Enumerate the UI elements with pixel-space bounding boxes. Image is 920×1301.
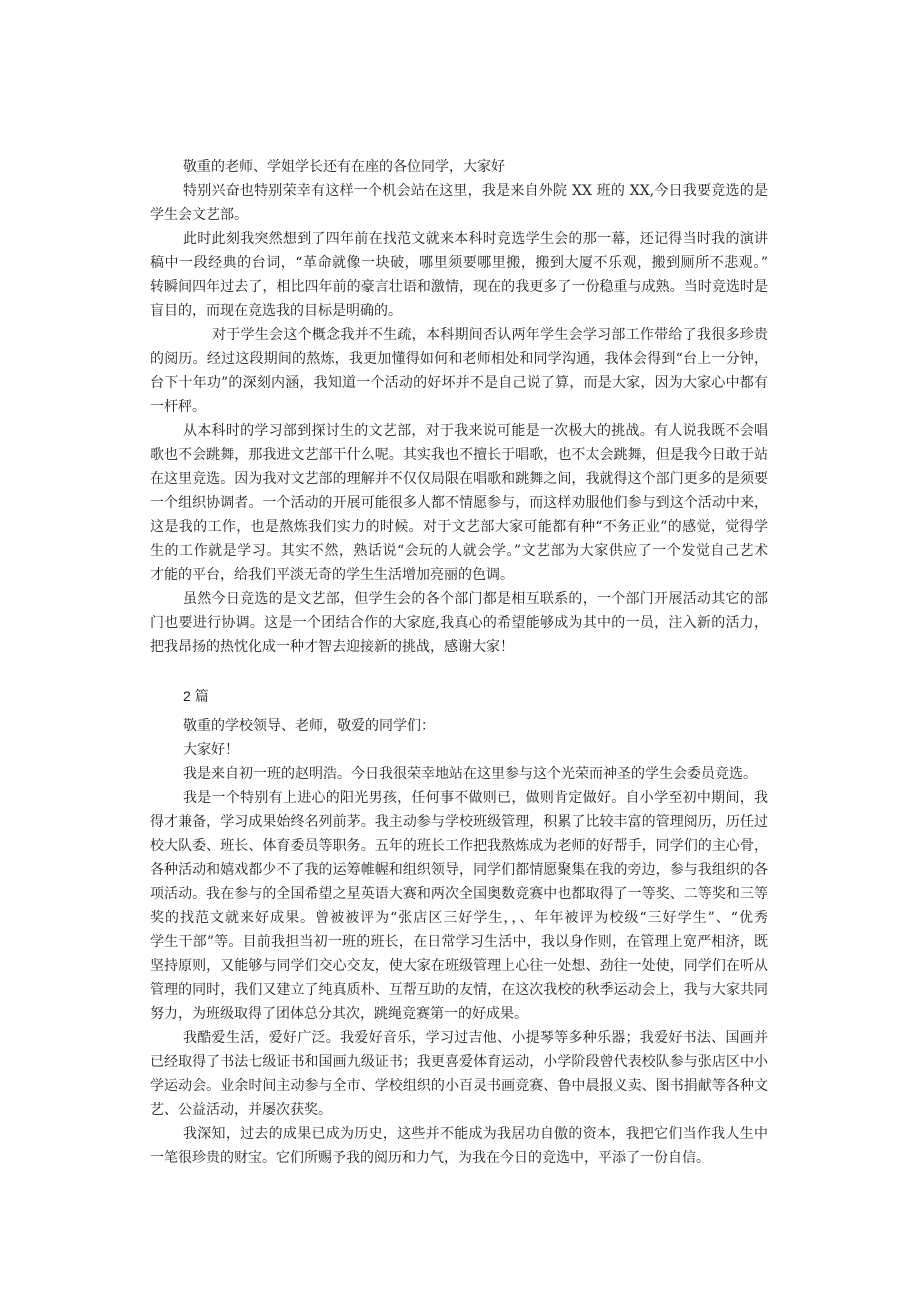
text-line: 大家好！ [183,742,239,758]
paragraph [150,587,768,659]
text-line: 项活动。我在参与的全国希望之星英语大赛和两次全国奥数竞赛中也都取得了一等奖、二等奖和三等 [150,886,768,902]
text-line: 对于学生会这个概念我并不生疏，本科期间否认两年学生会学习部工作带给了我很多珍贵 [212,327,768,343]
text-line: 奖的找范文就来好成果。曾被被评为“张店区三好学生，，、年年被评为校级“三好学生”、“优秀 [150,910,768,926]
text-line: 把我昂扬的热忱化成一种才智去迎接新的挑战，感谢大家！ [150,639,514,655]
speech-section-2 [150,714,768,1170]
text-line: 一杆秤。 [150,399,206,415]
text-line: 各种活动和嬉戏都少不了我的运筹帷幄和组织领导，同学们都情愿聚集在我的旁边，参与我组织的各 [150,862,768,878]
text-line: 校大队委、班长、体育委员等职务。五年的班长工作把我熬炼成为老师的好帮手，同学们的主心骨， [150,838,768,854]
text-line: 敬重的老师、学姐学长还有在座的各位同学，大家好 [183,159,505,175]
document-body [150,155,768,1170]
text-line: 门也要进行协调。这是一个团结合作的大家庭,我真心的希望能够成为其中的一员，注入新的活力， [150,615,768,631]
text-line: 我深知，过去的成果已成为历史，这些并不能成为我居功自傲的资本，我把它们当作我人生中 [183,1126,768,1142]
paragraph [150,762,768,786]
paragraph [150,323,768,419]
paragraph [150,1122,768,1170]
paragraph [150,738,768,762]
text-line: 生的工作就是学习。其实不然，熟话说“会玩的人就会学。”文艺部为大家供应了一个发觉自己艺术 [150,543,768,559]
text-line: 已经取得了书法七级证书和国画九级证书；我更喜爱体育运动，小学阶段曾代表校队参与张店区中小 [150,1054,768,1070]
paragraph [150,786,768,1026]
text-line: 学生干部”等。目前我担当初一班的班长，在日常学习生活中，我以身作则，在管理上宽严相济，既 [150,934,768,950]
text-line: 敬重的学校领导、老师，敬爱的同学们： [183,718,435,734]
text-line: 学生会文艺部。 [150,207,248,223]
paragraph [150,419,768,587]
text-line: 坚持原则，又能够与同学们交心交友，使大家在班级管理上心往一处想、劲往一处使，同学们在听从 [150,958,768,974]
text-line: 才能的平台，给我们平淡无奇的学生生活增加亮丽的色调。 [150,567,514,583]
section-heading-text: 篇 [194,689,209,705]
text-line: 台下十年功”的深刻内涵，我知道一个活动的好坏并不是自己说了算，而是大家，因为大家心中都有 [150,375,768,391]
text-line: 艺、公益活动，并屡次获奖。 [150,1102,332,1118]
text-line: 一个组织协调者。一个活动的开展可能很多人都不情愿参与，而这样劝服他们参与到这个活动中来， [150,495,768,511]
text-line: 转瞬间四年过去了，相比四年前的豪言壮语和激情，现在的我更多了一份稳重与成熟。当时竞选时是 [150,279,768,295]
text-line: 学运动会。业余时间主动参与全市、学校组织的小百灵书画竞赛、鲁中晨报义卖、图书捐献等各种文 [150,1078,768,1094]
paragraph [150,227,768,323]
text-line: 我酷爱生活，爱好广泛。我爱好音乐，学习过吉他、小提琴等多种乐器；我爱好书法、国画并 [183,1030,768,1046]
text-line: 特别兴奋也特别荣幸有这样一个机会站在这里，我是来自外院 XX 班的 XX,今日我要竞选的是 [183,183,768,199]
text-line: 的阅历。经过这段期间的熬炼，我更加懂得如何和老师相处和同学沟通，我体会得到“台上一分钟， [150,351,768,367]
paragraph [150,179,768,227]
text-line: 这是我的工作，也是熬炼我们实力的时候。对于文艺部大家可能都有种“不务正业”的感觉，觉得学 [150,519,768,535]
section-heading [150,684,768,709]
speech-section-1 [150,155,768,659]
text-line: 从本科时的学习部到探讨生的文艺部，对于我来说可能是一次极大的挑战。有人说我既不会唱 [183,423,768,439]
text-line: 我是一个特别有上进心的阳光男孩，任何事不做则已，做则肯定做好。自小学至初中期间，我 [183,790,768,806]
text-line: 盲目的，而现在竞选我的目标是明确的。 [150,303,402,319]
paragraph [150,714,768,738]
text-line: 虽然今日竞选的是文艺部，但学生会的各个部门都是相互联系的，一个部门开展活动其它的部 [183,591,768,607]
text-line: 在这里竞选。因为我对文艺部的理解并不仅仅局限在唱歌和跳舞之间，我就得这个部门更多的是须要 [150,471,768,487]
text-line: 一笔很珍贵的财宝。它们所赐予我的阅历和力气，为我在今日的竞选中，平添了一份自信。 [150,1150,710,1166]
text-line: 管理的同时，我们又建立了纯真质朴、互帮互助的友情，在这次我校的秋季运动会上，我与大家共同 [150,982,768,998]
text-line: 我是来自初一班的赵明浩。今日我很荣幸地站在这里参与这个光荣而神圣的学生会委员竞选。 [183,766,757,782]
text-line: 得才兼备，学习成果始终名列前茅。我主动参与学校班级管理，积累了比较丰富的管理阅历，历任过 [150,814,768,830]
paragraph [150,155,768,179]
text-line: 歌也不会跳舞，那我进文艺部干什么呢。其实我也不擅长于唱歌，也不太会跳舞，但是我今日敢于站 [150,447,768,463]
paragraph [150,1026,768,1122]
text-line: 此时此刻我突然想到了四年前在找范文就来本科时竞选学生会的那一幕，还记得当时我的演讲 [183,231,768,247]
text-line: 努力，为班级取得了团体总分其次，跳绳竞赛第一的好成果。 [150,1006,528,1022]
text-line: 稿中一段经典的台词，“革命就像一块破，哪里须要哪里搬，搬到大厦不乐观，搬到厕所不悲观。” [150,255,768,271]
section-heading-number: 2 [183,688,191,704]
